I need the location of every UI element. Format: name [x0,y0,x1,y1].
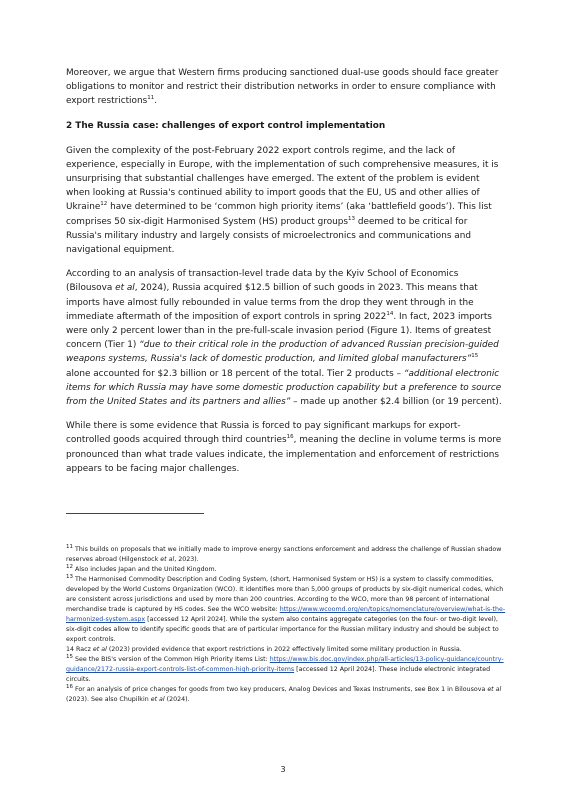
italic-quote: “due to their critical role in the production of advanced Russian precision-guided weapons systems, Russia's lack of domestic production, and limited global manufacturers” [66,340,499,365]
section-heading: 2 The Russia case: challenges of export control implementation [66,120,386,131]
bis-link[interactable]: https://www.bis.doc.gov/index.php/all-articles/13-policy-guidance/country-guidance/2172-russia-export-controls-list-of-common-high-priority-items [66,656,504,673]
italic-text: et al [92,646,107,653]
italic-text: et al [150,696,165,703]
main-text [66,66,503,486]
paragraph-kse-analysis [66,267,503,409]
text: For an analysis of price changes for goods from two key producers, Analog Devices and Texas Instruments, see Box 1 in Bilousova [73,686,488,693]
wco-link[interactable]: https://www.wcoomd.org/en/topics/nomenclature/overview/what-is-the-harmonized-system.aspx [66,606,506,623]
italic-text: et al [115,283,135,294]
text: Also includes Japan and the United Kingdom. [73,566,217,573]
text: . [154,96,158,107]
footnote-number: 13 [66,573,73,580]
footnote-11 [66,545,506,565]
footnote-ref-12[interactable]: 12 [100,201,108,208]
footnote-15 [66,655,506,685]
paragraph-intro [66,66,503,109]
footnote-ref-13[interactable]: 13 [348,215,356,222]
text: , meaning the decline in volume terms is more pronounced than what trade values indicate, the implementation and enforcement of restrictions appears to be facing major challenges. [66,435,502,474]
text: deemed to be critical for Russia's military industry and largely consists of microelectronics and communications and navigational equipment. [66,216,471,256]
text: This builds on proposals that we initially made to improve energy sanctions enforcement and address the challenge of Russian shadow reserves abroad (Hilgenstock [66,546,502,563]
footnote-ref-15[interactable]: 15 [471,353,479,360]
footnote-number: 16 [66,683,73,690]
text: [accessed 12 April 2024]. While the system also contains aggregate categories (on the four- or two-digit level), six-digit codes allow to identify specific goods that are of particular importance for the Russian military industry and should be subject to export controls. [66,616,499,643]
text: Moreover, we argue that Western firms producing sanctioned dual-use goods should face greater obligations to monitor and restrict their distribution networks in order to ensure compliance with export restrictions [66,68,499,107]
footnotes [66,545,506,705]
footnote-ref-11[interactable]: 11 [147,95,155,102]
text: (2023). See also Chupilkin [66,696,151,703]
footnote-12 [66,565,506,575]
footnote-number: 15 [66,653,73,660]
text: , 2024), Russia acquired $12.5 billion of such goods in 2023. This means that imports have almost fully rebounded in value terms from the drop they went through in the immediate aftermath of the imposition of export controls in spring 2022 [66,283,478,322]
text: (2024). [164,696,190,703]
text: According to an analysis of transaction-level trade data by the Kyiv School of Economics (Bilousova [66,269,459,294]
text: While there is some evidence that Russia is forced to pay significant markups for export-controlled goods acquired through third countries [66,421,461,446]
text: , 2023). [174,556,199,563]
text: – made up another $2.4 billion (or 19 percent). [290,397,502,408]
text: 14 Racz [66,646,93,653]
footnote-16 [66,685,506,705]
text: [accessed 12 April 2024]. These include electronic integrated circuits. [66,666,491,683]
footnote-ref-14[interactable]: 14 [386,310,394,317]
text: Given the complexity of the post-February 2022 export controls regime, and the lack of experience, especially in Europe, with the implementation of such comprehensive measures, it is unsurprising that substantial challenges have emerged. The extent of the problem is evident when looking at Russia's continued ability to import goods that the EU, US and other allies of Ukraine [66,145,499,213]
text: See the BIS's version of the Common High Priority Items List: [73,656,270,663]
text: . In fact, 2023 imports were only 2 percent lower than in the pre-full-scale invasion period (Figure 1). Items of greatest concern (Tier 1) [66,311,492,351]
footnote-13 [66,575,506,655]
footnote-number: 12 [66,563,73,570]
italic-text: et al [160,556,175,563]
text: (2023) provided evidence that export restrictions in 2022 effectively limited some military production in Russia. [106,646,462,653]
footnote-number: 11 [66,543,73,550]
page-number: 3 [280,765,286,774]
footnote-ref-16[interactable]: 16 [286,434,294,441]
footnote-divider [66,513,204,514]
text: have determined to be ‘common high priority items’ (aka ‘battlefield goods’). This list comprises 50 six-digit Harmonised System (HS) product groups [66,202,492,227]
italic-text: et al [487,686,502,693]
italic-quote: “additional electronic items for which Russia may have some domestic production capability but a preference to source from the United States and its partners and allies” [66,368,502,408]
paragraph-markups [66,419,503,476]
paragraph-context [66,144,503,258]
text: The Harmonised Commodity Description and Coding System, (short, Harmonised System or HS) is a system to classify commodities, developed by the World Customs Organization (WCO). It identifies more than 5,000 groups of products by six-digit numerical codes, which are consistent across jurisdictions and used by more than 200 countries. According to the WCO, more than 98 percent of international merchandise trade is captured by HS codes. See the WCO website: [66,576,504,613]
text: alone accounted for $2.3 billion or 18 percent of the total. Tier 2 products – [66,368,404,379]
